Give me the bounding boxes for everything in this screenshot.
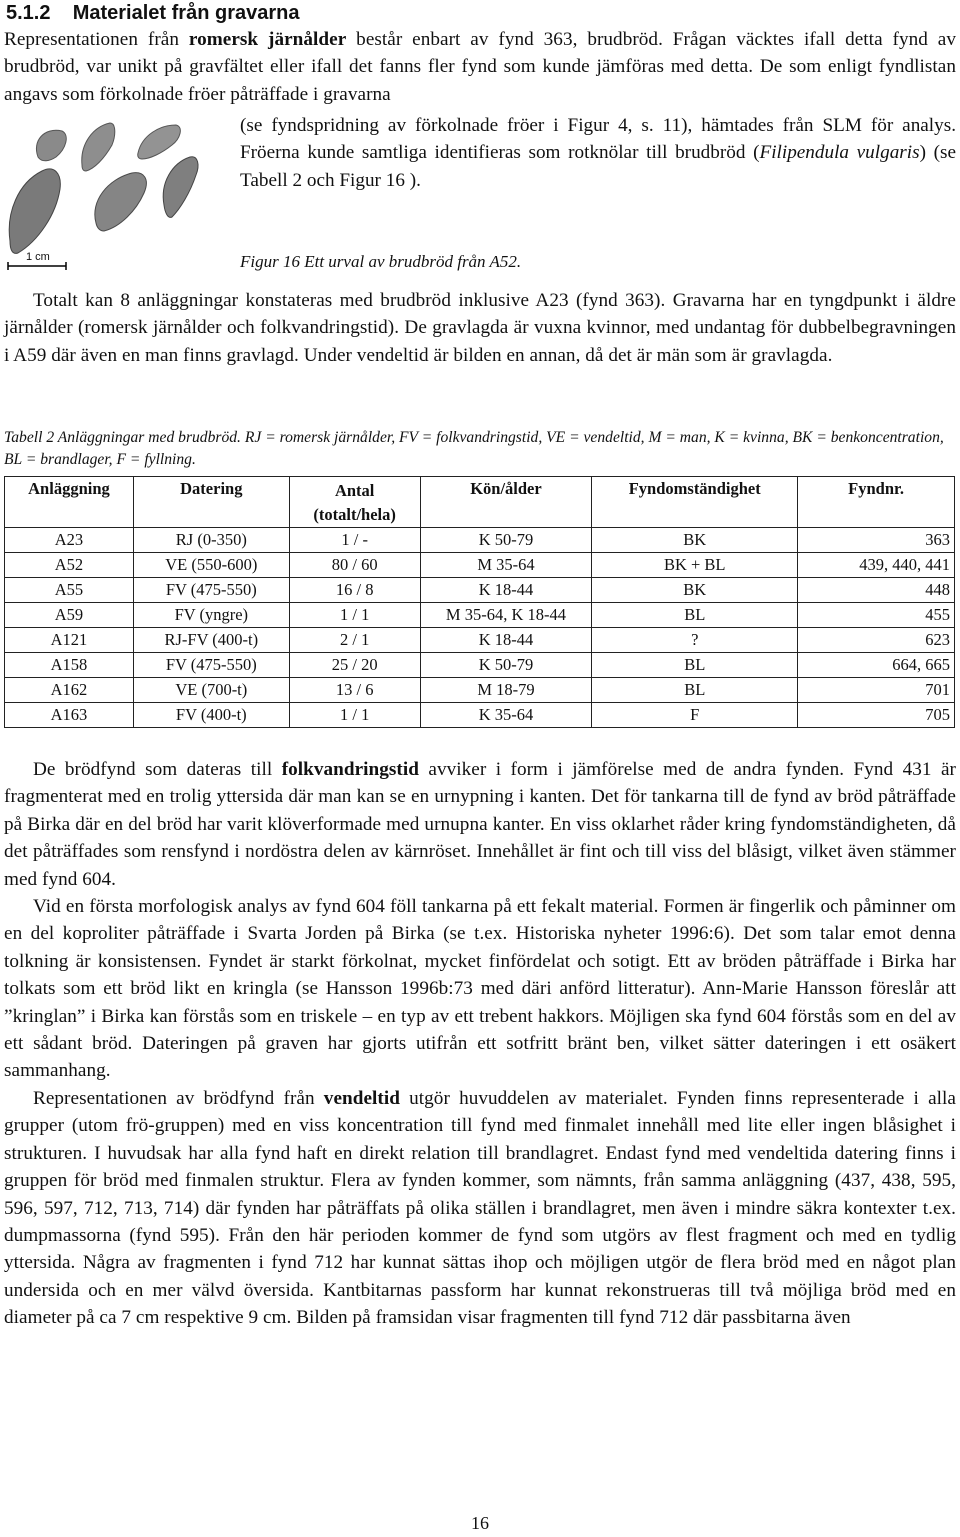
header-fyndomstandighet: Fyndomständighet (592, 477, 798, 528)
species-name: Filipendula vulgaris (759, 142, 920, 164)
table-cell: 363 (798, 528, 955, 553)
table-cell: 1 / - (289, 528, 420, 553)
paragraph-4: Vid en första morfologisk analys av fynd 604 föll tankarna på ett fekalt material. Formen är fingerlik och påminner om en del koproliter påträffade i Svarta Jorden på Birka (se t.ex. Historiska nyheter 1996:6). Det som talar emot denna tolkning är konsistensen. Fyndet är starkt förkolnat, mycket finfördelat och sotigt. Ett av bröden påträffade i Birka har tolkats som ett bröd likt en kringla (se Hansson 1996b:73 med däri anförd litteratur). Ann-Marie Hansson föreslår att ”kringlan” i Birka kan förstås som en triskele – en typ av ett trebent hakkors. Möjligen ska fynd 604 förstås som en del av ett sådant bröd. Dateringen på graven har gjorts utifrån ett sotfritt bränt ben, vilket sätter dateringen i ett osäkert sammanhang. (4, 896, 956, 1082)
table-cell: 1 / 1 (289, 603, 420, 628)
table-cell: FV (475-550) (133, 653, 289, 678)
table-cell: BK (592, 578, 798, 603)
table-cell: M 35-64, K 18-44 (420, 603, 592, 628)
table-cell: A55 (5, 578, 134, 603)
table-cell: VE (700-t) (133, 678, 289, 703)
table-cell: 448 (798, 578, 955, 603)
intro-text-c: består enbart av fynd 363, brudbröd. Frågan väcktes ifall detta fynd av brudbröd, var unikt på gravfältet eller ifall det fanns fler fynd som kunde jämföras med detta. De som enligt fyndlistan angavs som förkolnade fröer påträffade i gravarna (4, 29, 956, 105)
paragraph-3: De brödfynd som dateras till folkvandringstid avviker i form i jämförelse med de andra fynden. Fynd 431 är fragmenterat med en trolig yttersida där man kan se en urnypning i kanten. Det för tankarna till de fynd av bröd påträffade på Birka där en del bröd har varit klöverformade med urnupna kanter. En viss oklarhet råder kring fyndomständigheten, då det påträffades som rensfynd i nordöstra delen av kärnröset. Innehållet är fint och till viss del blåsigt, vilket även stämmer med fynd 604. (4, 759, 956, 890)
figure-caption: Figur 16 Ett urval av brudbröd från A52. (240, 252, 522, 271)
table-cell: 705 (798, 703, 955, 728)
header-anlaggning: Anläggning (5, 477, 134, 528)
table-caption: Tabell 2 Anläggningar med brudbröd. RJ = romersk järnålder, FV = folkvandringstid, VE = vendeltid, M = man, K = kvinna, BK = benkoncentration, BL = brandlager, F = fyllning. (4, 429, 944, 468)
table-header-row (5, 477, 955, 528)
table-cell: K 18-44 (420, 578, 592, 603)
table-cell: M 35-64 (420, 553, 592, 578)
table-cell: 701 (798, 678, 955, 703)
figure-16-image (4, 113, 224, 273)
header-datering: Datering (133, 477, 289, 528)
table-cell: M 18-79 (420, 678, 592, 703)
seed-photo (4, 113, 224, 273)
table-cell: A52 (5, 553, 134, 578)
table-cell: FV (yngre) (133, 603, 289, 628)
table-row (5, 528, 955, 553)
bold-vendeltid: vendeltid (323, 1087, 400, 1109)
header-kon-alder: Kön/ålder (420, 477, 592, 528)
fig-text-a: (se fyndspridning av förkolnade fröer i Figur 4, s. 11), hämtades från SLM för analys. Fröerna kunde samtliga identifieras som rotknölar till brudbröd ( (240, 115, 956, 164)
table-row (5, 678, 955, 703)
table-row (5, 653, 955, 678)
table-cell: 80 / 60 (289, 553, 420, 578)
table-cell: 455 (798, 603, 955, 628)
scale-label: 1 cm (26, 251, 50, 263)
data-table (4, 476, 955, 728)
table-row (5, 603, 955, 628)
table-cell: BL (592, 678, 798, 703)
page-number: 16 (471, 1513, 489, 1533)
table-cell: F (592, 703, 798, 728)
table-cell: 2 / 1 (289, 628, 420, 653)
table-cell: 623 (798, 628, 955, 653)
intro-bold-period: romersk järnålder (188, 29, 347, 50)
header-fyndnr: Fyndnr. (798, 477, 955, 528)
table-cell: BK + BL (592, 553, 798, 578)
table-cell: BK (592, 528, 798, 553)
intro-paragraph (4, 26, 956, 108)
table-cell: 16 / 8 (289, 578, 420, 603)
table-cell: VE (550-600) (133, 553, 289, 578)
table-cell: BL (592, 603, 798, 628)
table-cell: RJ (0-350) (133, 528, 289, 553)
table-cell: A162 (5, 678, 134, 703)
table-cell: A121 (5, 628, 134, 653)
table-cell: A158 (5, 653, 134, 678)
table-cell: K 35-64 (420, 703, 592, 728)
paragraph-5: Representationen av brödfynd från vendeltid utgör huvuddelen av materialet. Fynden finns representerade i alla grupper (utom frö-gruppen) med en viss koncentration till fynd med finmalet innehåll med lite eller ingen blåsighet i strukturen. I huvudsak har alla fynd haft en direkt relation till brandlagret. Endast fynd med vendeltida datering finns i gruppen för bröd med finmalen struktur. Flera av fynden kommer, som nämnts, från samma anläggning (437, 438, 595, 596, 597, 712, 713, 714) där fynden har påträffats på olika ställen i brandlagret, men även i mindre säkra kontexter t.ex. dumpmassorna (fynd 595). Från den här perioden kommer de fynd som utgörs av flest fragment och med en tydlig yttersida. Några av fragmenten i fynd 712 har kunnat sättas ihop och möjligen utgör de flera bröd med en något plan undersida och en mer välvd översida. Kantbitarnas passform har kunnat rekonstrueras till två möjliga bröd med en diameter på ca 7 cm respektive 9 cm. Bilden på framsidan visar fragmenten till fynd 712 där passbitarna även (4, 1087, 956, 1329)
table-cell: FV (400-t) (133, 703, 289, 728)
section-heading: 5.1.2 Materialet från gravarna (6, 2, 300, 24)
table-row (5, 578, 955, 603)
table-cell: RJ-FV (400-t) (133, 628, 289, 653)
table-cell: A23 (5, 528, 134, 553)
bold-folkvandringstid: folkvandringstid (281, 759, 419, 780)
table-cell: 1 / 1 (289, 703, 420, 728)
paragraph-2: Totalt kan 8 anläggningar konstateras med brudbröd inklusive A23 (fynd 363). Gravarna har en tyngdpunkt i äldre järnålder (romersk järnålder och folkvandringstid). De gravlagda är vuxna kvinnor, med undantag för dubbelbegravningen i A59 där även en man finns gravlagd. Under vendeltid är bilden en annan, då det är män som är gravlagda. (4, 290, 956, 366)
table-cell: 25 / 20 (289, 653, 420, 678)
table-cell: A163 (5, 703, 134, 728)
fig-text-c: ) (se Tabell 2 och Figur 16 ). (240, 142, 956, 191)
table-cell: K 50-79 (420, 653, 592, 678)
figure-side-text (240, 112, 956, 194)
header-antal: Antal (totalt/hela) (289, 477, 420, 528)
intro-text-a: Representationen från (4, 29, 189, 50)
table-row (5, 703, 955, 728)
table-cell: 13 / 6 (289, 678, 420, 703)
table-cell: 439, 440, 441 (798, 553, 955, 578)
table-cell: K 18-44 (420, 628, 592, 653)
table-cell: ? (592, 628, 798, 653)
table-cell: FV (475-550) (133, 578, 289, 603)
table-cell: K 50-79 (420, 528, 592, 553)
table-cell: A59 (5, 603, 134, 628)
table-cell: 664, 665 (798, 653, 955, 678)
table-row (5, 553, 955, 578)
table-row (5, 628, 955, 653)
table-cell: BL (592, 653, 798, 678)
body-text (4, 756, 956, 1332)
